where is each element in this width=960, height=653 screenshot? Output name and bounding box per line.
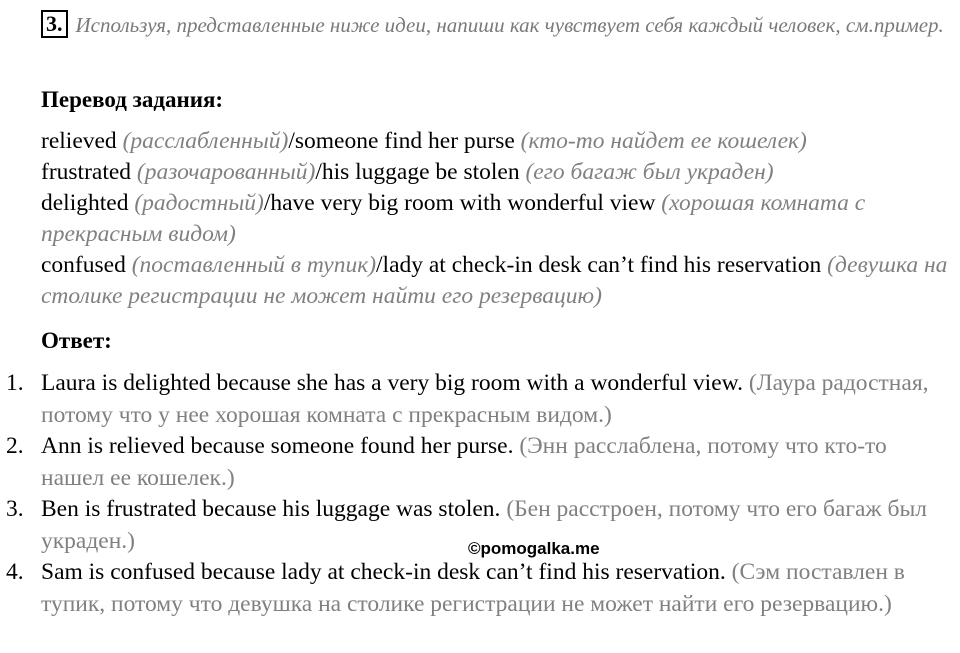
vocab-item (41, 126, 951, 157)
vocab-word: delighted (41, 190, 129, 216)
answer-russian: (Сэм поставлен в тупик, потому что девушка на столике регистрации не может найти его резервацию.) (41, 559, 905, 617)
translation-title: Перевод задания: (41, 87, 224, 112)
task-header (41, 10, 946, 40)
answer-russian: (Лаура радостная, потому что у нее хорошая комната с прекрасным видом.) (41, 370, 929, 428)
vocab-word-translation: (разочарованный) (136, 159, 316, 185)
answer-item (0, 368, 950, 431)
answer-english: Laura is delighted because she has a very big room with a wonderful view. (41, 370, 743, 396)
answer-number: 2. (6, 433, 24, 459)
vocab-idea: /his luggage be stolen (315, 159, 520, 185)
vocab-word-translation: (расслабленный) (122, 128, 289, 154)
answer-list (0, 368, 950, 620)
vocab-word-translation: (радостный) (134, 190, 264, 216)
answer-title: Ответ: (41, 328, 112, 353)
answer-item (0, 557, 950, 620)
watermark: ©pomogalka.me (468, 539, 600, 558)
vocab-idea-translation: (кто-то найдет ее кошелек) (520, 128, 807, 154)
vocab-idea: /lady at check-in desk can’t find his reservation (376, 252, 822, 278)
vocab-item (41, 157, 951, 188)
answer-number: 3. (6, 496, 24, 522)
vocab-word-translation: (поставленный в тупик) (131, 252, 377, 278)
vocab-idea: /have very big room with wonderful view (263, 190, 656, 216)
vocab-idea-translation: (хорошая комната с прекрасным видом) (41, 190, 866, 247)
vocab-idea-translation: (девушка на столике регистрации не может найти его резервацию) (41, 252, 948, 309)
answer-item (0, 431, 950, 494)
task-number: 3. (41, 10, 68, 38)
answer-russian: (Бен расстроен, потому что его багаж был украден.) (41, 496, 927, 554)
answer-english: Ben is frustrated because his luggage was stolen. (41, 496, 501, 522)
answer-english: Sam is confused because lady at check-in desk can’t find his reservation. (41, 559, 726, 585)
vocab-idea: /someone find her purse (288, 128, 515, 154)
vocab-word: relieved (41, 128, 117, 154)
answer-english: Ann is relieved because someone found her purse. (41, 433, 514, 459)
answer-number: 1. (6, 370, 24, 396)
vocab-item (41, 250, 951, 312)
vocab-list (41, 126, 951, 312)
vocab-idea-translation: (его багаж был украден) (525, 159, 774, 185)
task-instruction: Используя, представленные ниже идеи, напиши как чувствует себя каждый человек, см.пример. (75, 13, 944, 37)
answer-number: 4. (6, 559, 24, 585)
vocab-item (41, 188, 951, 250)
answer-russian: (Энн расслаблена, потому что кто-то нашел ее кошелек.) (41, 433, 887, 491)
vocab-word: frustrated (41, 159, 132, 185)
vocab-word: confused (41, 252, 126, 278)
